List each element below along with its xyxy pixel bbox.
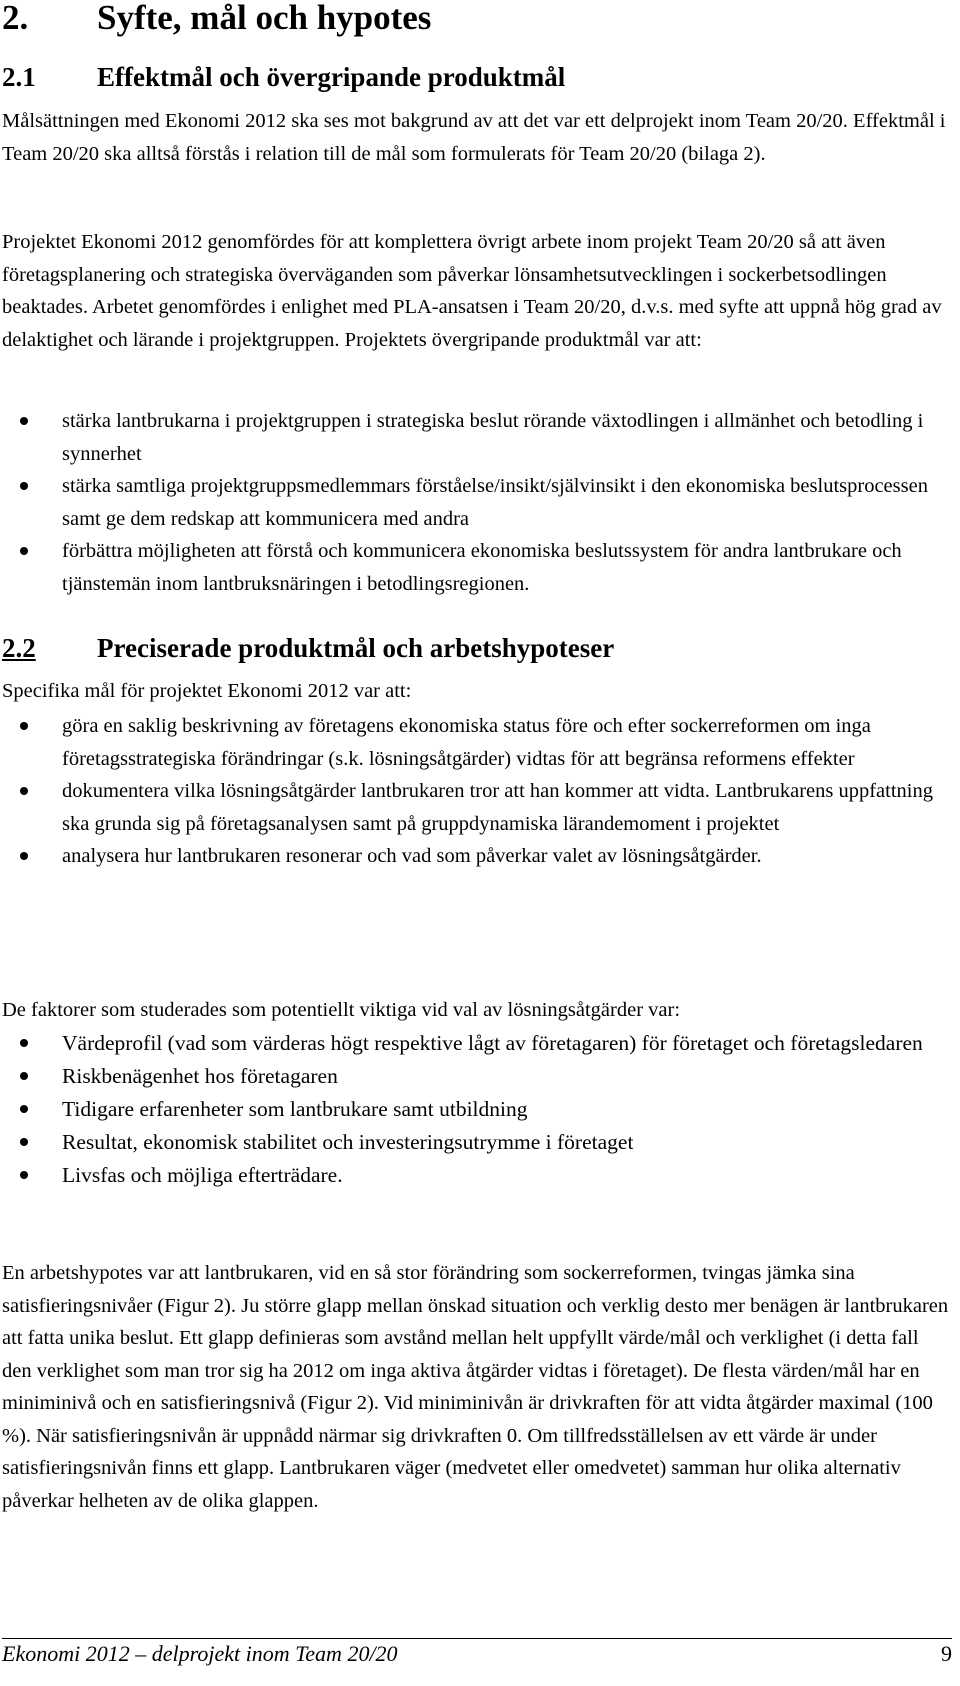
chapter-heading: [2, 0, 431, 38]
list-item: Tidigare erfarenheter som lantbrukare samt utbildning: [2, 1093, 952, 1126]
bullet-icon: [20, 547, 28, 555]
bullet-icon: [20, 1171, 28, 1179]
specific-goal-list: [2, 710, 952, 873]
section-heading-2-2: [2, 633, 614, 664]
list-item: stärka lantbrukarna i projektgruppen i strategiska beslut rörande växtodlingen i allmänhet och betodling i synnerhet: [2, 405, 952, 470]
footer-divider: [2, 1638, 952, 1639]
bullet-icon: [20, 722, 28, 730]
factor-list: [2, 1027, 952, 1192]
section-title: Effektmål och övergripande produktmål: [97, 62, 566, 92]
bullet-icon: [20, 417, 28, 425]
footer-title: Ekonomi 2012 – delprojekt inom Team 20/20: [2, 1641, 398, 1666]
bullet-icon: [20, 1039, 28, 1047]
bullet-icon: [20, 1072, 28, 1080]
list-item: Riskbenägenhet hos företagaren: [2, 1060, 952, 1093]
paragraph-intro: Målsättningen med Ekonomi 2012 ska ses mot bakgrund av att det var ett delprojekt inom Team 20/20. Effektmål i Team 20/20 ska alltså förstås i relation till de mål som formulerats för Team 20/20 (bilaga 2).: [2, 110, 946, 165]
section-number: 2.1: [2, 62, 36, 92]
chapter-number: 2.: [2, 0, 29, 37]
list-item: göra en saklig beskrivning av företagens ekonomiska status före och efter sockerreformen om inga företagsstrategiska förändringar (s.k. lösningsåtgärder) vidtas för att begränsa reformens effekter: [2, 710, 952, 775]
page-number: 9: [941, 1641, 952, 1666]
section-title: Preciserade produktmål och arbetshypoteser: [97, 633, 615, 663]
paragraph-factors: De faktorer som studerades som potentiellt viktiga vid val av lösningsåtgärder var:: [2, 999, 681, 1021]
list-item: analysera hur lantbrukaren resonerar och vad som påverkar valet av lösningsåtgärder.: [2, 840, 952, 873]
paragraph-hypothesis: En arbetshypotes var att lantbrukaren, vid en så stor förändring som sockerreformen, tvingas jämka sina satisfieringsnivåer (Figur 2). Ju större glapp mellan önskad situation och verklig desto mer benägen är lantbrukaren att fatta unika beslut. Ett glapp definieras som avstånd mellan helt uppfyllt värde/mål och verklighet (i detta fall den verklighet som man tror sig ha 2012 om inga aktiva åtgärder vidtas i företaget). De flesta värden/mål har en miniminivå och en satisfieringsnivå (Figur 2). Vid miniminivån är drivkraften för att vidta åtgärder maximal (100 %). När satisfieringsnivån är uppnådd närmar sig drivkraften 0. Om tillfredsställelsen av ett värde är under satisfieringsnivån finns ett glapp. Lantbrukaren väger (medvetet eller omedvetet) samman hur olika alternativ påverkar helheten av de olika glappen.: [2, 1262, 949, 1512]
list-item: stärka samtliga projektgruppsmedlemmars förståelse/insikt/självinsikt i den ekonomiska beslutsprocessen samt ge dem redskap att kommunicera med andra: [2, 470, 952, 535]
list-item: Livsfas och möjliga efterträdare.: [2, 1159, 952, 1192]
bullet-icon: [20, 1105, 28, 1113]
section-number: 2.2: [2, 633, 36, 663]
list-item: Resultat, ekonomisk stabilitet och investeringsutrymme i företaget: [2, 1126, 952, 1159]
list-item: Värdeprofil (vad som värderas högt respektive lågt av företagaren) för företaget och företagsledaren: [2, 1027, 952, 1060]
page-footer: [2, 1641, 952, 1667]
bullet-icon: [20, 1138, 28, 1146]
bullet-icon: [20, 852, 28, 860]
goal-list: [2, 405, 952, 600]
list-item: förbättra möjligheten att förstå och kommunicera ekonomiska beslutssystem för andra lantbrukare och tjänstemän inom lantbruksnäringen i betodlingsregionen.: [2, 535, 952, 600]
chapter-title: Syfte, mål och hypotes: [97, 0, 432, 37]
paragraph-specific-goals: Specifika mål för projektet Ekonomi 2012 var att:: [2, 680, 412, 702]
list-item: dokumentera vilka lösningsåtgärder lantbrukaren tror att han kommer att vidta. Lantbrukarens uppfattning ska grunda sig på företagsanalysen samt på gruppdynamiska lärandemoment i projektet: [2, 775, 952, 840]
paragraph-project: Projektet Ekonomi 2012 genomfördes för att komplettera övrigt arbete inom projekt Team 20/20 så att även företagsplanering och strategiska överväganden som påverkar lönsamhetsutvecklingen i sockerbetsodlingen beaktades. Arbetet genomfördes i enlighet med PLA-ansatsen i Team 20/20, d.v.s. med syfte att uppnå hög grad av delaktighet och lärande i projektgruppen. Projektets övergripande produktmål var att:: [2, 231, 942, 351]
bullet-icon: [20, 482, 28, 490]
bullet-icon: [20, 787, 28, 795]
section-heading-2-1: [2, 62, 565, 93]
